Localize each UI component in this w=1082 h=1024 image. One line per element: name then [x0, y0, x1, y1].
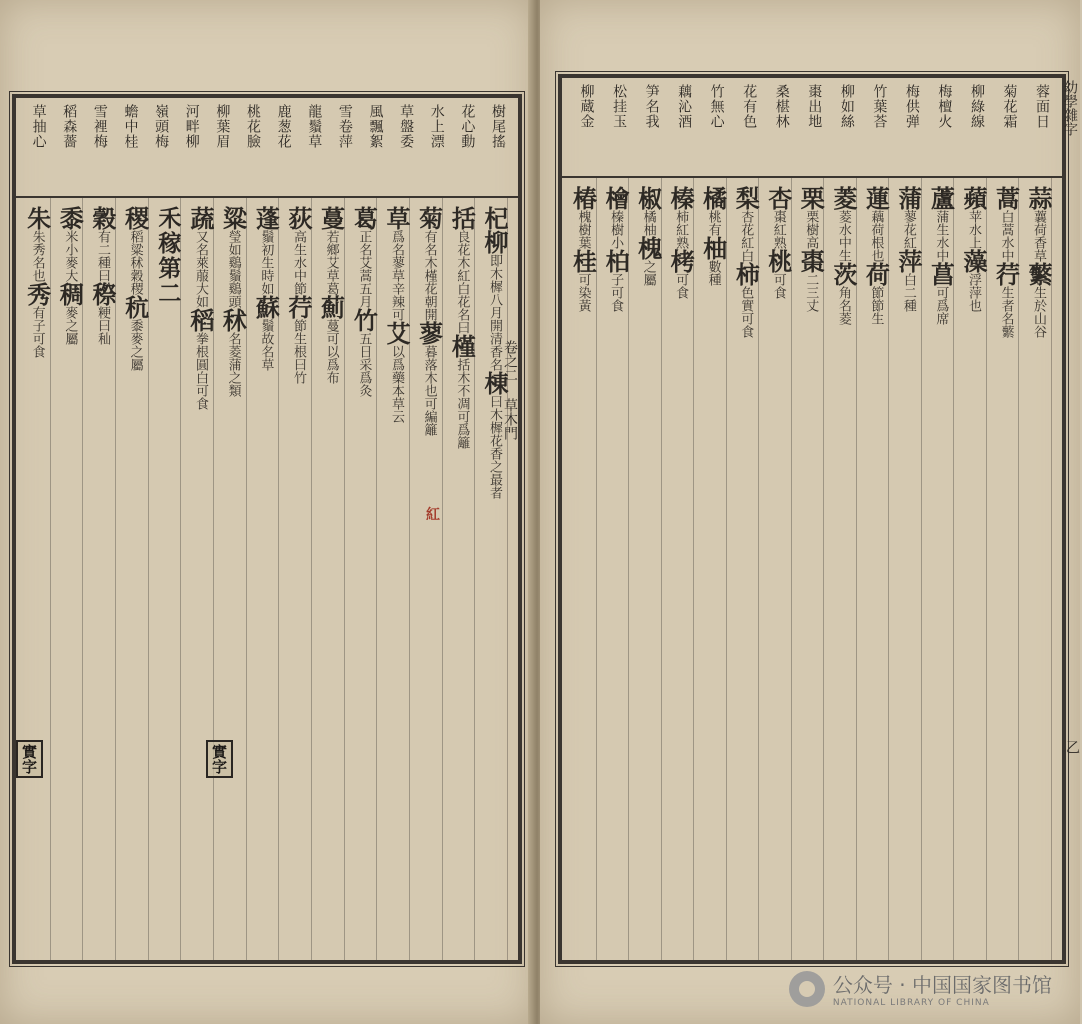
right-heading-column: 柳蔵金	[578, 84, 595, 129]
left-gloss-text: 黍麥之屬	[127, 319, 143, 371]
right-headword: 杏	[763, 186, 793, 210]
left-gloss-text: 高生水中節	[291, 230, 306, 295]
left-body-column	[88, 206, 117, 956]
left-headword: 艾	[382, 321, 411, 345]
right-gloss-text: 苹水上	[965, 210, 981, 249]
right-headword: 蘋	[958, 186, 988, 210]
left-gloss-text: 名菱蒲之類	[225, 332, 241, 397]
right-gloss-text: 棗紅熟	[770, 210, 786, 249]
left-heading-block	[16, 98, 518, 198]
right-body-column	[1024, 186, 1053, 956]
right-headword: 椿	[568, 186, 598, 210]
left-page-frame	[12, 94, 522, 964]
watermark	[789, 969, 1052, 1008]
right-gloss-text: 子可食	[608, 273, 624, 312]
right-gloss-text: 浮萍也	[965, 273, 981, 312]
left-gloss-text: 有子可食	[29, 306, 45, 358]
left-headword: 蓬	[251, 206, 281, 230]
left-gloss-text: 瑩如鷄鬚鷄頭	[225, 230, 241, 308]
left-body-column	[186, 206, 215, 956]
right-heading-block	[562, 78, 1062, 178]
right-headword: 栲	[666, 249, 696, 273]
left-headword: 荻	[284, 206, 313, 230]
right-gloss-text: 桃有	[705, 210, 721, 236]
right-headword: 蒜	[1024, 186, 1053, 210]
left-headword: 括	[447, 206, 477, 230]
left-stamp-2: 實字	[206, 740, 233, 778]
right-body-column	[763, 186, 793, 956]
watermark-text-block	[833, 969, 1052, 1008]
left-headword: 秔	[120, 295, 150, 319]
left-gloss-text: 米小麥大	[62, 230, 78, 282]
right-body-column	[666, 186, 696, 956]
left-body-column	[414, 206, 444, 956]
right-headword: 茨	[828, 262, 858, 286]
right-heading-column: 柳綠線	[968, 84, 985, 129]
left-gloss-text: 曰木樨花香之最者	[487, 395, 502, 499]
left-gloss-text: 良花木紅白花名曰	[454, 230, 470, 334]
left-gloss-text: 若鄉艾草葛	[323, 230, 339, 295]
left-headword: 葛	[349, 206, 379, 230]
right-gloss-text: 藕荷根也	[868, 210, 884, 262]
right-body-column	[861, 186, 891, 956]
left-headword: 稷	[120, 206, 150, 230]
left-body-column	[447, 206, 477, 956]
right-gloss-text: 可染黃	[575, 273, 591, 312]
left-body-column	[382, 206, 411, 956]
right-body-column	[601, 186, 631, 956]
right-headword: 橘	[698, 186, 728, 210]
left-gloss-text: 以爲藥本草云	[389, 345, 404, 423]
left-page	[0, 0, 534, 1024]
left-body-column	[154, 206, 182, 956]
right-body-column	[698, 186, 728, 956]
left-heading-column: 雪裡梅	[91, 104, 108, 149]
right-heading-column: 桑椹林	[773, 84, 790, 129]
right-gloss-text: 槐樹葉	[575, 210, 591, 249]
right-body-column	[633, 186, 663, 956]
left-gloss-text: 鬚故名草	[258, 319, 274, 371]
right-headword: 柿	[731, 262, 761, 286]
right-gloss-text: 之屬	[640, 260, 656, 286]
left-headword: 穀	[88, 206, 117, 230]
right-column-rule	[823, 178, 824, 960]
right-column-rule	[596, 178, 597, 960]
left-headword: 菊	[414, 206, 444, 230]
left-gloss-text: 稻粱秫穀稷	[127, 230, 143, 295]
right-body-column	[828, 186, 858, 956]
right-headword: 槐	[633, 236, 663, 260]
right-gloss-text: 可食	[673, 273, 689, 299]
right-gloss-text: 蒲生水中	[933, 210, 949, 262]
right-headword: 蒲	[893, 186, 923, 210]
right-headword: 柏	[601, 249, 631, 273]
left-gloss-text: 麥之屬	[62, 306, 78, 345]
right-headword: 榛	[666, 186, 696, 210]
left-column-rule	[442, 198, 443, 960]
right-body-column	[796, 186, 826, 956]
left-gloss-text: 有名木槿花朝開	[421, 230, 437, 321]
right-heading-column: 竹葉荅	[871, 84, 888, 129]
left-heading-column: 草抽心	[30, 104, 47, 149]
right-heading-column: 菊花霜	[1001, 84, 1018, 129]
left-gloss-text: 暮落木也可編籬	[421, 345, 437, 436]
right-gloss-text: 生於山谷	[1031, 286, 1046, 338]
left-heading-column: 河畔柳	[183, 104, 200, 149]
right-column-rule	[693, 178, 694, 960]
left-gloss-text: 括木不凋可爲籬	[454, 358, 470, 449]
left-body-column	[120, 206, 150, 956]
right-headword: 蒿	[991, 186, 1021, 210]
right-heading-column: 棗出地	[806, 84, 823, 129]
left-gloss-text: 朱秀名也	[29, 230, 45, 282]
right-column-rule	[661, 178, 662, 960]
right-heading-column: 柳如絲	[838, 84, 855, 129]
right-headword: 蘆	[926, 186, 956, 210]
left-gloss-text: 拳根圓白可食	[193, 332, 208, 410]
left-headword: 竹	[349, 308, 379, 332]
left-column-rule	[180, 198, 181, 960]
right-gloss-text: 數種	[705, 260, 721, 286]
right-gloss-text: 白二種	[900, 273, 916, 312]
right-column-rule	[888, 178, 889, 960]
right-heading-column: 梅供弹	[903, 84, 920, 129]
right-page-frame	[558, 74, 1066, 964]
right-column-rule	[921, 178, 922, 960]
left-headword: 槿	[447, 334, 477, 358]
left-heading-column: 雪卷萍	[336, 104, 353, 149]
right-gloss-text: 柿紅熟	[673, 210, 689, 249]
right-headword: 棗	[796, 249, 826, 273]
right-headword: 梨	[731, 186, 761, 210]
left-headword: 稠	[55, 282, 85, 306]
left-body-column	[316, 206, 346, 956]
right-body-column	[958, 186, 988, 956]
right-gloss-text: 蓼花紅	[900, 210, 916, 249]
left-heading-column: 蟾中桂	[122, 104, 139, 149]
left-heading-column: 花心動	[459, 104, 476, 149]
left-heading-column: 桃花臉	[245, 104, 261, 149]
left-heading-column: 嶺頭梅	[153, 104, 170, 149]
right-body-column	[991, 186, 1021, 956]
left-heading-column: 樹尾搖	[490, 104, 506, 149]
left-headword: 荇	[284, 295, 313, 319]
right-gloss-text: 榛樹小	[608, 210, 624, 249]
red-seal-mark: 紅	[426, 507, 440, 523]
right-gloss-text: 菱水中生	[835, 210, 851, 262]
left-headword: 薊	[316, 295, 346, 319]
right-column-rule	[856, 178, 857, 960]
right-gloss-text: 杏花紅白	[738, 210, 754, 262]
left-headword: 蔓	[316, 206, 346, 230]
right-gloss-text: 可食	[770, 273, 786, 299]
left-heading-column: 草盤委	[398, 104, 415, 149]
left-heading-column: 稻森薔	[61, 104, 78, 149]
watermark-subtext: NATIONAL LIBRARY OF CHINA	[832, 998, 990, 1008]
right-headword: 椒	[633, 186, 663, 210]
right-headword: 荷	[861, 262, 891, 286]
right-gloss-text: 節節生	[868, 286, 884, 325]
left-gloss-text: 鬚初生時如	[258, 230, 274, 295]
left-headword: 蘇	[251, 295, 281, 319]
left-gloss-text: 蔓可以爲布	[323, 319, 339, 384]
right-column-rule	[1051, 178, 1052, 960]
right-headword: 柚	[698, 236, 728, 260]
left-body-column	[251, 206, 281, 956]
left-heading-column: 水上漂	[428, 104, 445, 149]
left-column-rule	[50, 198, 51, 960]
right-gloss-text: 可爲席	[933, 286, 949, 325]
left-headword: 秫	[218, 308, 248, 332]
left-gloss-text: 粳曰秈	[95, 306, 110, 345]
right-gloss-text: 蘘荷香草	[1031, 210, 1046, 262]
right-spine-text: 幼學雜字	[1062, 80, 1078, 136]
right-margin-label: 乙	[1064, 740, 1080, 754]
watermark-text: 公众号 · 中国国家图书馆	[832, 973, 1052, 997]
left-body-column	[22, 206, 52, 956]
right-column-rule	[953, 178, 954, 960]
right-heading-column: 蓉面日	[1034, 84, 1050, 129]
right-headword: 桃	[763, 249, 793, 273]
left-headword: 蔬	[186, 206, 215, 230]
left-gloss-text: 正名艾蒿五月	[356, 230, 372, 308]
left-body-column	[55, 206, 85, 956]
right-headword: 蘩	[1024, 262, 1053, 286]
right-body-column	[893, 186, 923, 956]
left-gloss-text: 即木樨八月開清香名	[487, 254, 502, 371]
right-gloss-text: 色實可食	[738, 286, 754, 338]
left-column-rule	[82, 198, 83, 960]
left-headword: 朱	[22, 206, 52, 230]
left-headword: 杞柳	[480, 206, 509, 254]
right-body-column	[568, 186, 598, 956]
left-column-rule	[507, 198, 508, 960]
right-heading-column: 竹無心	[708, 84, 725, 129]
right-gloss-text: 生者名蘩	[998, 286, 1014, 338]
left-heading-column: 柳葉眉	[214, 104, 231, 149]
right-heading-column: 松挂玉	[611, 84, 628, 129]
right-heading-column: 梅檀火	[936, 84, 953, 129]
right-page	[540, 0, 1080, 1024]
right-heading-column: 笋名我	[643, 84, 660, 129]
right-headword: 檜	[601, 186, 631, 210]
left-column-rule	[474, 198, 475, 960]
left-headword: 草	[382, 206, 411, 230]
left-heading-column: 龍鬚草	[306, 104, 323, 149]
left-heading-column: 風飄絮	[367, 104, 384, 149]
left-headword: 棟	[480, 371, 509, 395]
right-gloss-text: 橘柚	[640, 210, 656, 236]
right-headword: 藻	[958, 249, 988, 273]
left-column-rule	[409, 198, 410, 960]
right-headword: 菖	[926, 262, 956, 286]
right-column-rule	[1018, 178, 1019, 960]
right-heading-column: 藕沁酒	[676, 84, 693, 129]
right-headword: 萍	[893, 249, 923, 273]
left-gloss-text: 爲名蓼草辛辣可	[389, 230, 404, 321]
left-column-rule	[115, 198, 116, 960]
right-headword: 栗	[796, 186, 826, 210]
left-gloss-text: 五日采爲灸	[356, 332, 372, 397]
left-body-column	[349, 206, 379, 956]
right-gloss-text: 白蒿水中	[998, 210, 1014, 262]
right-column-rule	[628, 178, 629, 960]
right-headword: 桂	[568, 249, 598, 273]
left-headword: 穄	[88, 282, 117, 306]
right-gloss-text: 二三丈	[803, 273, 819, 312]
right-column-rule	[986, 178, 987, 960]
left-gloss-text: 有二種曰	[95, 230, 110, 282]
left-headword: 黍	[55, 206, 85, 230]
right-headword: 菱	[828, 186, 858, 210]
right-body-column	[926, 186, 956, 956]
left-headword: 蓼	[414, 321, 444, 345]
right-column-rule	[758, 178, 759, 960]
right-heading-column: 花有色	[741, 84, 758, 129]
left-stamp: 實字	[16, 740, 43, 778]
right-headword: 荇	[991, 262, 1021, 286]
right-headword: 蓮	[861, 186, 891, 210]
right-column-rule	[791, 178, 792, 960]
left-headword: 粱	[218, 206, 248, 230]
left-body-column	[284, 206, 313, 956]
right-gloss-text: 栗樹高	[803, 210, 819, 249]
right-gloss-text: 角名菱	[835, 286, 851, 325]
left-gloss-text: 節生根曰竹	[291, 319, 306, 384]
left-heading-column: 鹿葱花	[275, 104, 292, 149]
left-margin-text: 卷之二 草木門	[502, 340, 518, 440]
left-headword: 稻	[186, 308, 215, 332]
left-headword: 秀	[22, 282, 52, 306]
wechat-logo-icon	[789, 971, 825, 1007]
right-column-rule	[726, 178, 727, 960]
left-section-title: 禾稼第二	[154, 206, 182, 306]
left-gloss-text: 又名萊菔大如	[193, 230, 208, 308]
left-body-column	[480, 206, 509, 956]
right-body-column	[731, 186, 761, 956]
